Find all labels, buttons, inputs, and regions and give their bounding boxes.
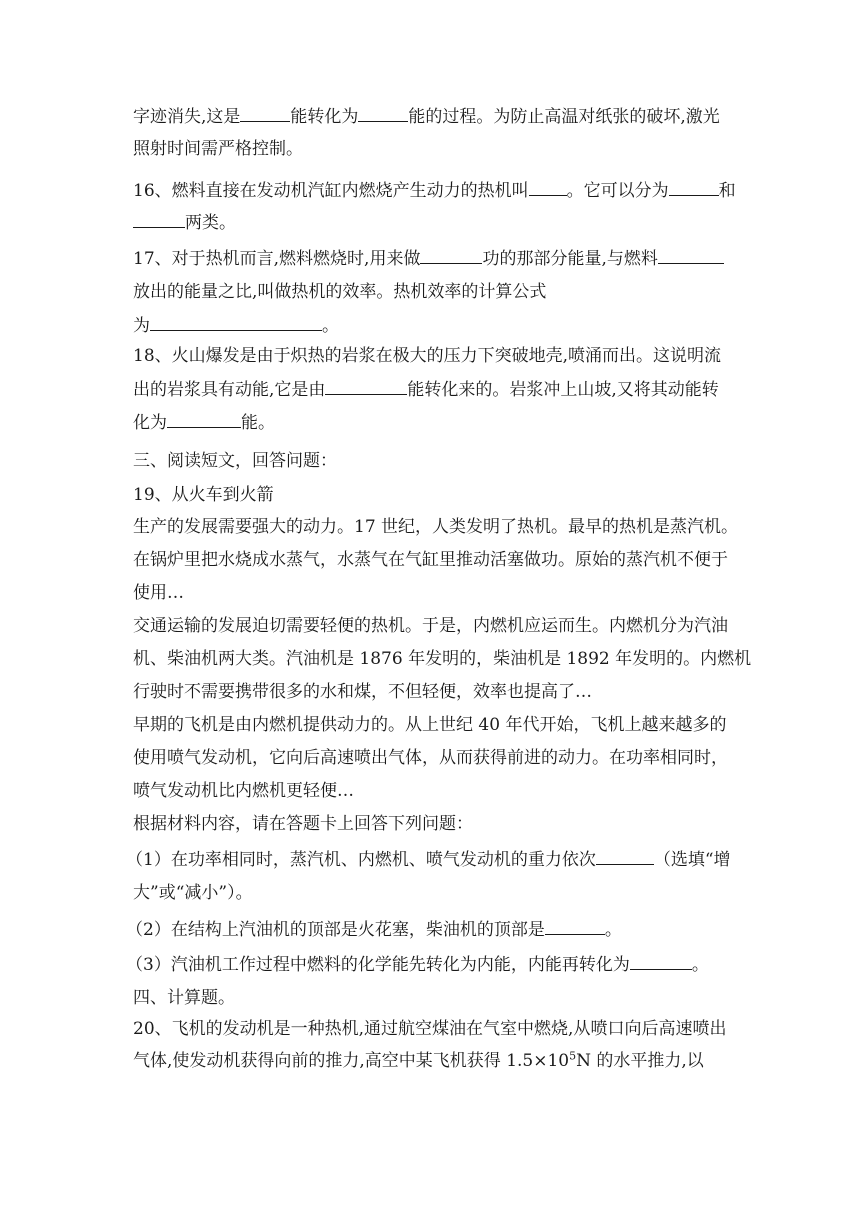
q19-prompt: 根据材料内容，请在答题卡上回答下列问题： bbox=[133, 814, 473, 834]
exponent: 5 bbox=[569, 1049, 577, 1063]
section-heading: 四、计算题。 bbox=[133, 988, 235, 1008]
text: 。它可以分为 bbox=[566, 181, 669, 201]
text: （2）在结构上汽油机的顶部是火花塞，柴油机的顶部是 bbox=[126, 920, 545, 940]
answer-blank[interactable] bbox=[596, 847, 654, 865]
q18-line-3 bbox=[133, 410, 275, 435]
answer-blank[interactable] bbox=[150, 313, 322, 331]
text: 气体,使发动机获得向前的推力,高空中某飞机获得 1.5×10 bbox=[133, 1051, 570, 1071]
q18-line-1: 18、火山爆发是由于炽热的岩浆在极大的压力下突破地壳,喷涌而出。这说明流 bbox=[133, 346, 722, 366]
text: 能。 bbox=[241, 413, 275, 433]
text: 。 bbox=[604, 920, 622, 940]
answer-blank[interactable] bbox=[358, 104, 408, 122]
answer-blank[interactable] bbox=[325, 377, 407, 395]
q16-line-2 bbox=[133, 210, 236, 235]
text: 。 bbox=[322, 316, 339, 336]
q19-para-3-line-3: 喷气发动机比内燃机更轻便… bbox=[133, 781, 354, 801]
answer-blank[interactable] bbox=[420, 246, 482, 264]
q16-line-1 bbox=[133, 178, 736, 203]
q15-line-2: 照射时间需严格控制。 bbox=[133, 139, 303, 159]
q18-line-2 bbox=[133, 377, 719, 402]
q17-line-1 bbox=[133, 246, 724, 271]
text: 功的那部分能量,与燃料 bbox=[482, 249, 658, 269]
q19-sub-2 bbox=[126, 917, 622, 942]
answer-blank[interactable] bbox=[658, 246, 724, 264]
q19-sub-1-line-2: 大”或“减小”）。 bbox=[133, 883, 253, 903]
q19-para-2-line-1: 交通运输的发展迫切需要轻便的热机。于是，内燃机应运而生。内燃机分为汽油 bbox=[133, 616, 728, 636]
answer-blank[interactable] bbox=[529, 178, 567, 196]
text: 两类。 bbox=[185, 213, 236, 233]
text: 16、燃料直接在发动机汽缸内燃烧产生动力的热机叫 bbox=[133, 181, 529, 201]
q19-sub-1-line-1 bbox=[126, 847, 731, 872]
text: （3）汽油机工作过程中燃料的化学能先转化为内能，内能再转化为 bbox=[126, 955, 630, 975]
text: 。 bbox=[691, 955, 709, 975]
q17-line-3 bbox=[133, 313, 339, 338]
text: 出的岩浆具有动能,它是由 bbox=[133, 380, 326, 400]
q19-para-1-line-3: 使用… bbox=[133, 583, 184, 603]
answer-blank[interactable] bbox=[630, 952, 692, 970]
q19-title: 19、从火车到火箭 bbox=[133, 485, 274, 505]
text: 化为 bbox=[133, 413, 167, 433]
text: 17、对于热机而言,燃料燃烧时,用来做 bbox=[133, 249, 421, 269]
q19-para-2-line-2: 机、柴油机两大类。汽油机是 1876 年发明的，柴油机是 1892 年发明的。内燃机 bbox=[133, 649, 752, 669]
q19-sub-3 bbox=[126, 952, 709, 977]
q15-line-1 bbox=[133, 104, 720, 129]
text: 和 bbox=[718, 181, 736, 201]
q20-line-1: 20、飞机的发动机是一种热机,通过航空煤油在气室中燃烧,从喷口向后高速喷出 bbox=[133, 1019, 727, 1039]
answer-blank[interactable] bbox=[545, 917, 605, 935]
text: 能转化来的。岩浆冲上山坡,又将其动能转 bbox=[407, 380, 719, 400]
text: （选填“增 bbox=[653, 850, 731, 870]
text: 能的过程。为防止高温对纸张的破坏,激光 bbox=[408, 107, 720, 127]
answer-blank[interactable] bbox=[167, 410, 241, 428]
text: N 的水平推力,以 bbox=[576, 1051, 704, 1071]
text: 能转化为 bbox=[290, 107, 359, 127]
q19-para-3-line-2: 使用喷气发动机，它向后高速喷出气体，从而获得前进的动力。在功率相同时， bbox=[133, 748, 728, 768]
q19-para-1-line-1: 生产的发展需要强大的动力。17 世纪，人类发明了热机。最早的热机是蒸汽机。 bbox=[133, 517, 739, 537]
q19-para-1-line-2: 在锅炉里把水烧成水蒸气，水蒸气在气缸里推动活塞做功。原始的蒸汽机不便于 bbox=[133, 550, 728, 570]
answer-blank[interactable] bbox=[669, 178, 719, 196]
text: 为 bbox=[133, 316, 150, 336]
q19-para-3-line-1: 早期的飞机是由内燃机提供动力的。从上世纪 40 年代开始，飞机上越来越多的 bbox=[133, 715, 727, 735]
answer-blank[interactable] bbox=[240, 104, 290, 122]
text: （1）在功率相同时，蒸汽机、内燃机、喷气发动机的重力依次 bbox=[126, 850, 596, 870]
answer-blank[interactable] bbox=[133, 210, 185, 228]
q19-para-2-line-3: 行驶时不需要携带很多的水和煤，不但轻便，效率也提高了… bbox=[133, 682, 592, 702]
section-heading: 三、阅读短文，回答问题： bbox=[133, 451, 337, 471]
q20-line-2 bbox=[133, 1049, 704, 1073]
q17-line-2: 放出的能量之比,叫做热机的效率。热机效率的计算公式 bbox=[133, 282, 547, 302]
text: 字迹消失,这是 bbox=[133, 107, 241, 127]
